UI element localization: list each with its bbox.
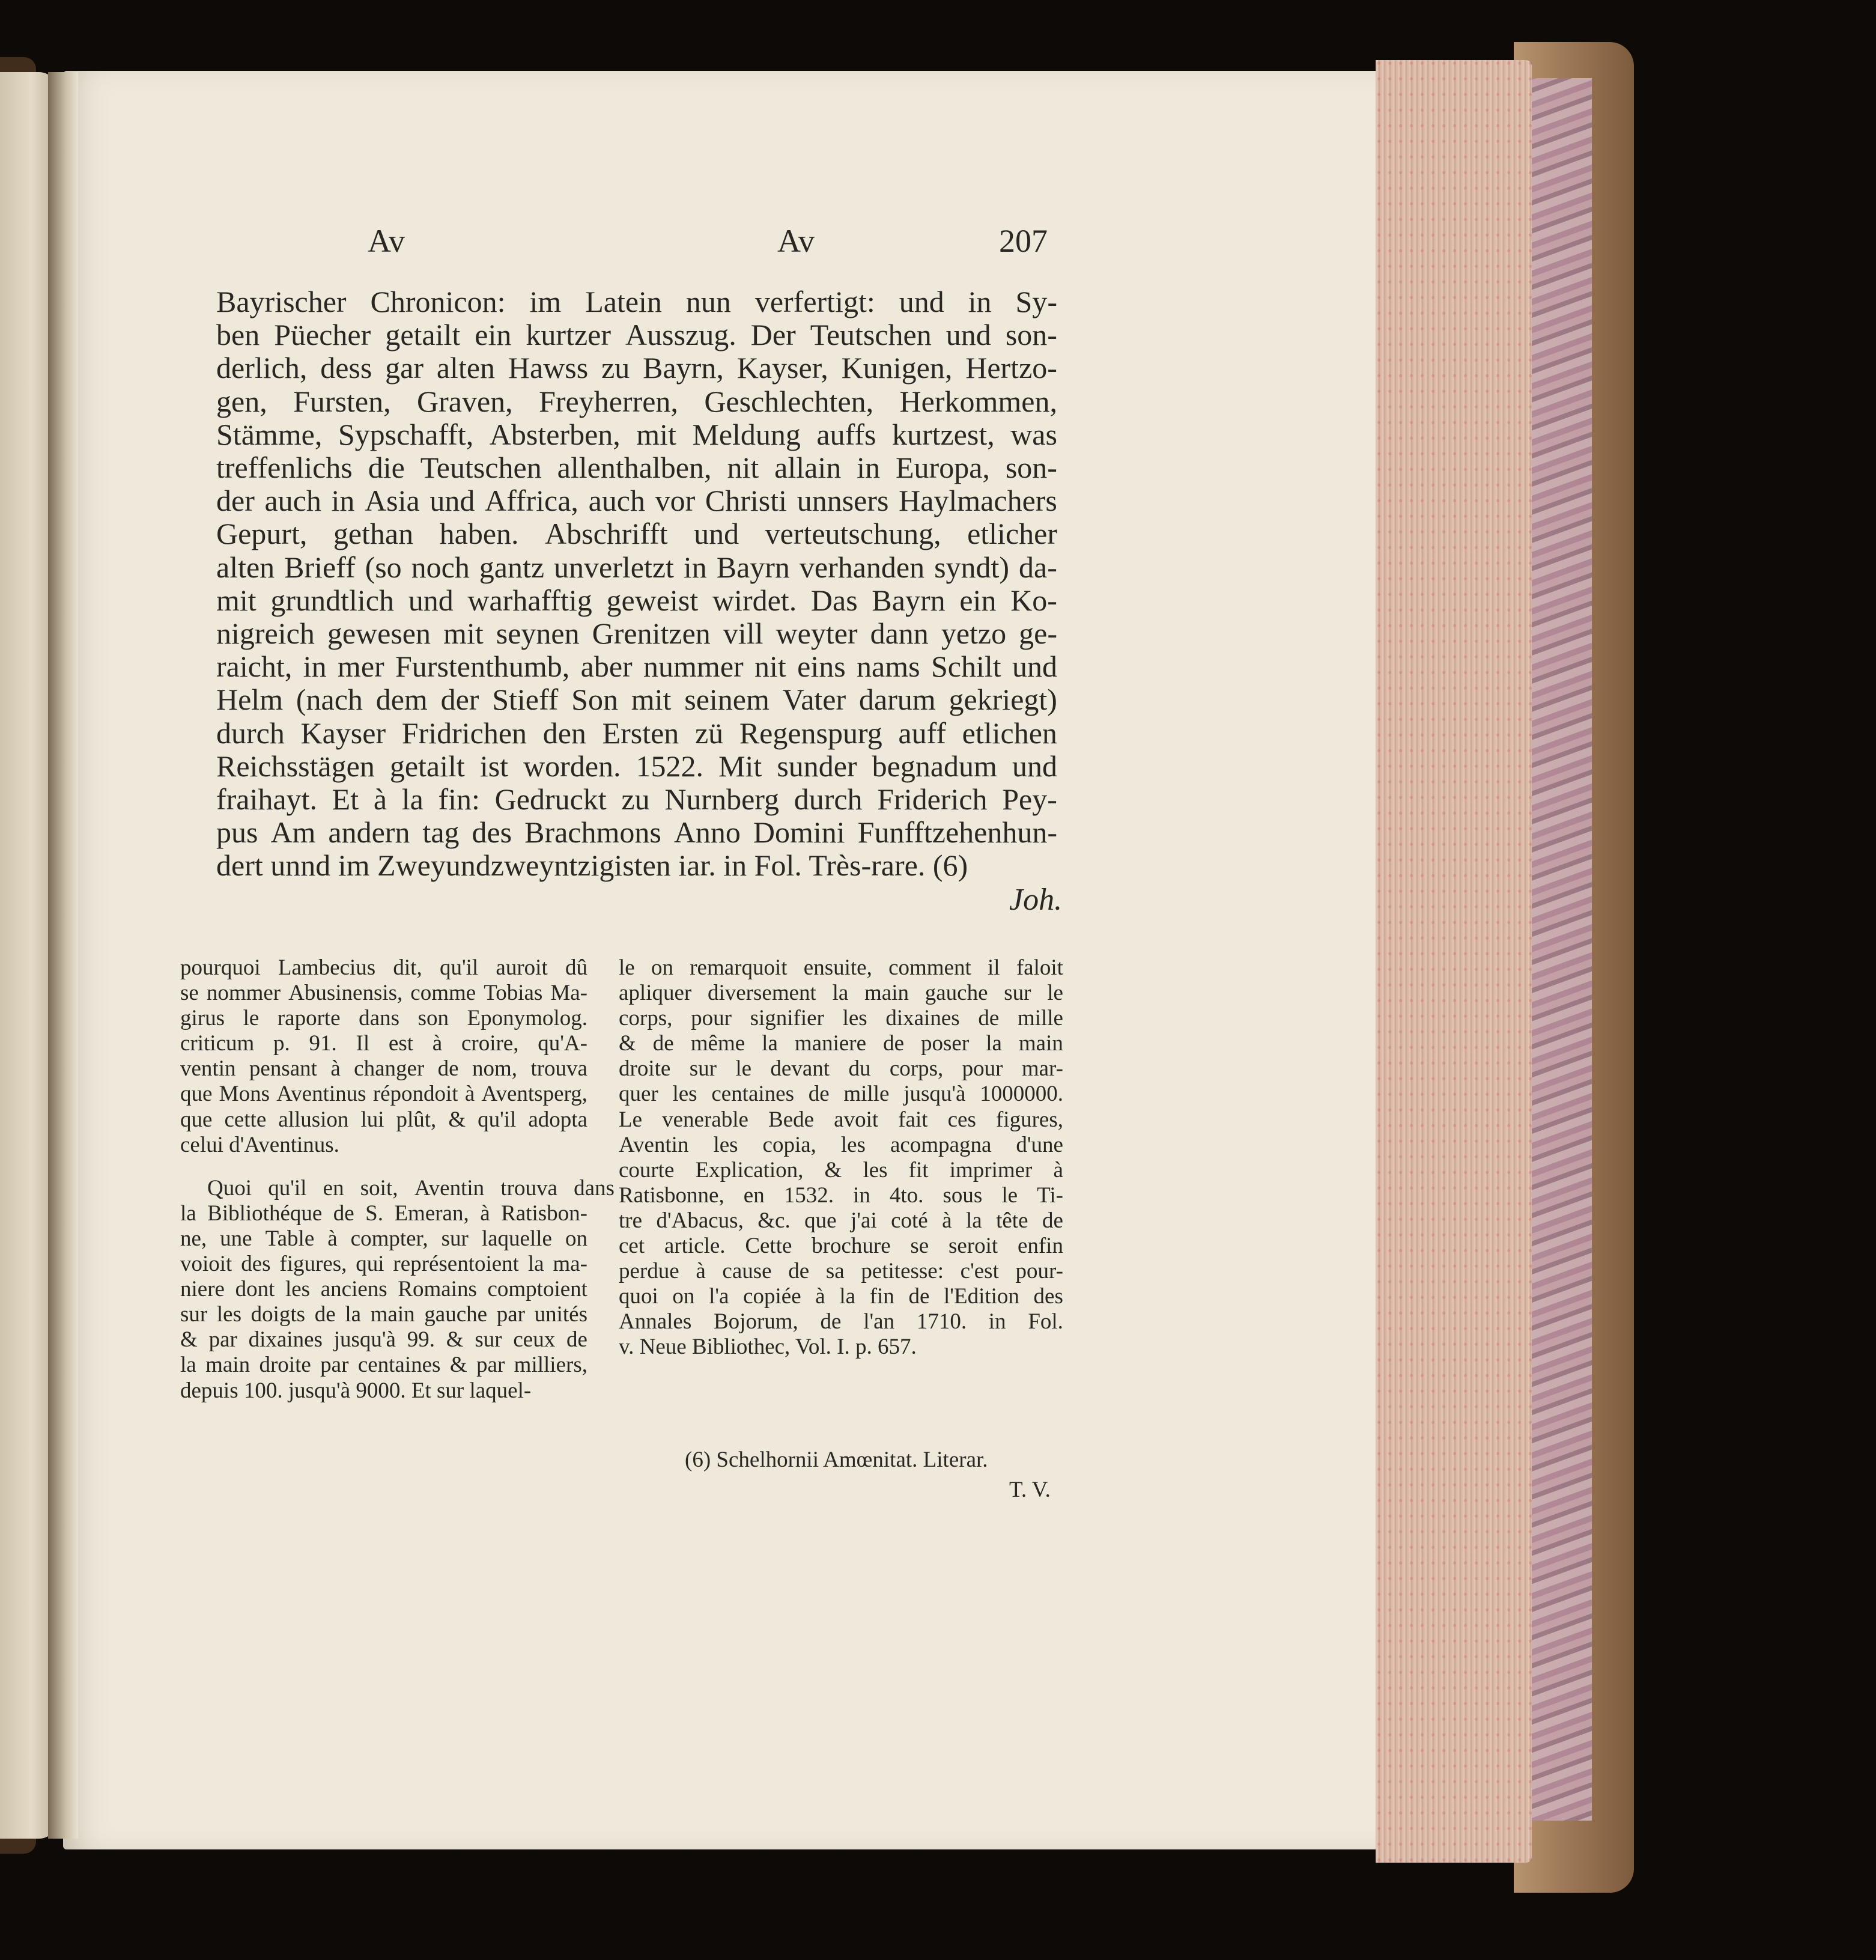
- text-line: la main droite par centaines & par milliers,: [180, 1353, 587, 1378]
- text-line: dert unnd im Zweyundzweyntzigisten iar. in Fol. Très-rare. (6): [216, 848, 968, 883]
- text-line: depuis 100. jusqu'à 9000. Et sur laquel-: [180, 1378, 532, 1403]
- text-line: & de même la maniere de poser la main: [619, 1031, 1063, 1056]
- text-line: treffenlichs die Teutschen allenthalben, nit allain in Europa, son-: [216, 451, 1057, 485]
- book-gutter: [48, 72, 78, 1839]
- text-line: que Mons Aventinus répondoit à Aventsperg,: [180, 1082, 587, 1107]
- text-line: ben Püecher getailt ein kurtzer Ausszug. Der Teutschen und son-: [216, 318, 1057, 352]
- text-line: nigreich gewesen mit seynen Grenitzen vill weyter dann yetzo ge-: [216, 616, 1057, 651]
- text-line: quer les centaines de mille jusqu'à 1000000.: [619, 1082, 1063, 1107]
- text-line: criticum p. 91. Il est à croire, qu'A-: [180, 1031, 587, 1056]
- main-text-block: [216, 285, 1057, 883]
- text-line: & par dixaines jusqu'à 99. & sur ceux de: [180, 1327, 587, 1353]
- text-line: voioit des figures, qui représentoient la ma-: [180, 1252, 587, 1277]
- text-line: Helm (nach dem der Stieff Son mit seinem Vater darum gekriegt): [216, 683, 1057, 717]
- text-line: se nommer Abusinensis, comme Tobias Ma-: [180, 981, 587, 1006]
- running-head-left: Av: [368, 223, 405, 259]
- text-line: corps, pour signifier les dixaines de mille: [619, 1006, 1063, 1031]
- text-line: der auch in Asia und Affrica, auch vor Christi unnsers Haylmachers: [216, 484, 1057, 518]
- text-line: niere dont les anciens Romains comptoient: [180, 1277, 587, 1302]
- text-line: Reichsstägen getailt ist worden. 1522. Mit sunder begnadum und: [216, 749, 1057, 783]
- text-line: le on remarquoit ensuite, comment il faloit: [619, 955, 1063, 980]
- text-line: Stämme, Sypschafft, Absterben, mit Meldung auffs kurtzest, was: [216, 417, 1057, 451]
- footnote-line-2: T. V.: [1009, 1478, 1051, 1502]
- text-line: ventin pensant à changer de nom, trouva: [180, 1056, 587, 1082]
- text-line: droite sur le devant du corps, pour mar-: [619, 1056, 1063, 1082]
- text-line: pourquoi Lambecius dit, qu'il auroit dû: [180, 955, 587, 980]
- text-line: Annales Bojorum, de l'an 1710. in Fol.: [619, 1309, 1063, 1335]
- text-line: pus Am andern tag des Brachmons Anno Domini Funfftzehenhun-: [216, 815, 1057, 850]
- text-line: Quoi qu'il en soit, Aventin trouva dans: [207, 1175, 615, 1201]
- text-line: la Bibliothéque de S. Emeran, à Ratisbon-: [180, 1201, 587, 1226]
- text-line: fraihayt. Et à la fin: Gedruckt zu Nurnberg durch Friderich Pey-: [216, 782, 1057, 817]
- text-line: apliquer diversement la main gauche sur le: [619, 981, 1063, 1006]
- text-line: durch Kayser Fridrichen den Ersten zü Regenspurg auff etlichen: [216, 716, 1057, 750]
- text-line: gen, Fursten, Graven, Freyherren, Geschlechten, Herkommen,: [216, 384, 1057, 418]
- running-head-center: Av: [777, 223, 815, 259]
- text-line: alten Brieff (so noch gantz unverletzt in Bayrn verhanden syndt) da-: [216, 550, 1057, 584]
- text-line: mit grundtlich und warhafftig geweist wirdet. Das Bayrn ein Ko-: [216, 583, 1057, 617]
- text-line: celui d'Aventinus.: [180, 1132, 339, 1157]
- page-edges: [1376, 60, 1532, 1863]
- text-line: quoi on l'a copiée à la fin de l'Edition des: [619, 1284, 1063, 1309]
- footnote-line-1: (6) Schelhornii Amœnitat. Literar.: [685, 1447, 988, 1472]
- text-line: v. Neue Bibliothec, Vol. I. p. 657.: [619, 1335, 917, 1360]
- text-line: Le venerable Bede avoit fait ces figures,: [619, 1107, 1063, 1132]
- text-line: raicht, in mer Furstenthumb, aber nummer nit eins nams Schilt und: [216, 650, 1057, 684]
- text-line: Bayrischer Chronicon: im Latein nun verfertigt: und in Sy-: [216, 285, 1057, 318]
- text-line: Gepurt, gethan haben. Abschrifft und verteutschung, etlicher: [216, 517, 1057, 551]
- text-line: ne, une Table à compter, sur laquelle on: [180, 1226, 587, 1251]
- text-line: que cette allusion lui plût, & qu'il adopta: [180, 1107, 587, 1132]
- text-line: courte Explication, & les fit imprimer à: [619, 1157, 1063, 1182]
- catchword: Joh.: [1009, 883, 1063, 917]
- text-line: Ratisbonne, en 1532. in 4to. sous le Ti-: [619, 1182, 1063, 1208]
- text-line: perdue à cause de sa petitesse: c'est pour-: [619, 1259, 1063, 1284]
- text-line: derlich, dess gar alten Hawss zu Bayrn, Kayser, Kunigen, Hertzo-: [216, 351, 1057, 385]
- text-line: sur les doigts de la main gauche par unités: [180, 1302, 587, 1327]
- left-column: [180, 955, 615, 1404]
- text-line: girus le raporte dans son Eponymolog.: [180, 1006, 587, 1031]
- right-column: [619, 955, 1063, 1360]
- page-number: 207: [999, 223, 1048, 259]
- text-line: tre d'Abacus, &c. que j'ai coté à la tête de: [619, 1208, 1063, 1233]
- text-line: Aventin les copia, les acompagna d'une: [619, 1132, 1063, 1157]
- text-line: cet article. Cette brochure se seroit enfin: [619, 1234, 1063, 1259]
